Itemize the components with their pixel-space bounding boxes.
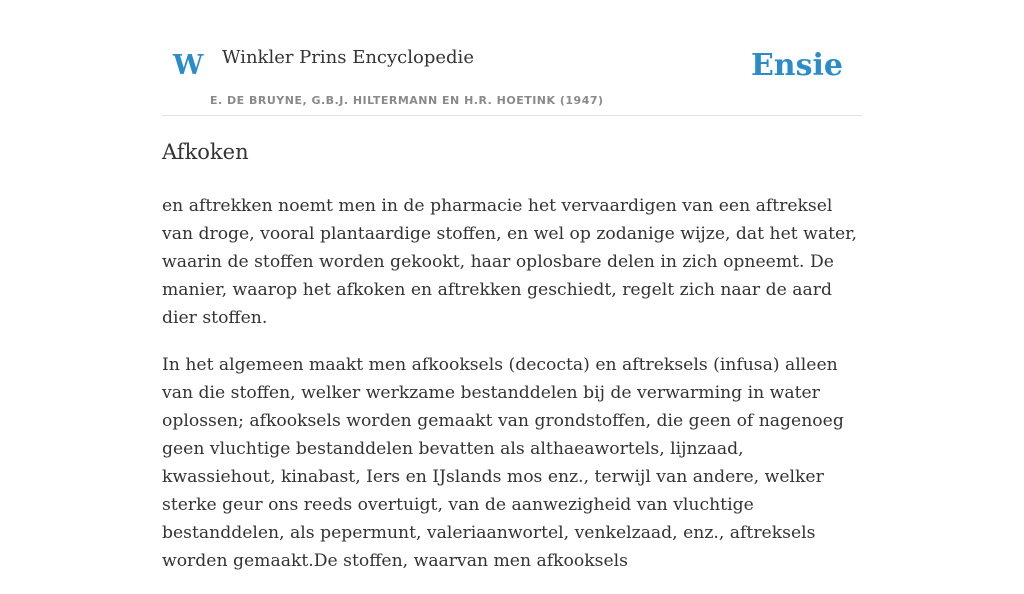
article-title: Afkoken: [162, 140, 249, 164]
site-header: [162, 40, 862, 116]
logo-w-icon[interactable]: W: [173, 50, 204, 81]
article-paragraph: en aftrekken noemt men in de pharmacie het vervaardigen van een aftreksel van droge, vooral plantaardige stoffen, en wel op zodanige wijze, dat het water, waarin de stoffen worden gekookt, haar oplosbare delen in zich opneemt. De manier, waarop het afkoken en aftrekken geschiedt, regelt zich naar de aard dier stoffen.: [162, 196, 857, 328]
authors-line: E. DE BRUYNE, G.B.J. HILTERMANN EN H.R. HOETINK (1947): [210, 94, 604, 107]
ensie-logo[interactable]: Ensie: [750, 48, 843, 83]
article-body: [162, 192, 862, 594]
site-title[interactable]: Winkler Prins Encyclopedie: [222, 47, 474, 68]
article-paragraph: In het algemeen maakt men afkooksels (decocta) en aftreksels (infusa) alleen van die stoffen, welker werkzame bestanddelen bij de verwarming in water oplossen; afkooksels worden gemaakt van grondstoffen, die geen of nagenoeg geen vluchtige bestanddelen bevatten als althaeawortels, lijnzaad, kwassiehout, kinabast, Iers en IJslands mos enz., terwijl van andere, welker sterke geur ons reeds overtuigt, van de aanwezigheid van vluchtige bestanddelen, als pepermunt, valeriaanwortel, venkelzaad, enz., aftreksels worden gemaakt.De stoffen, waarvan men afkooksels: [162, 355, 844, 571]
